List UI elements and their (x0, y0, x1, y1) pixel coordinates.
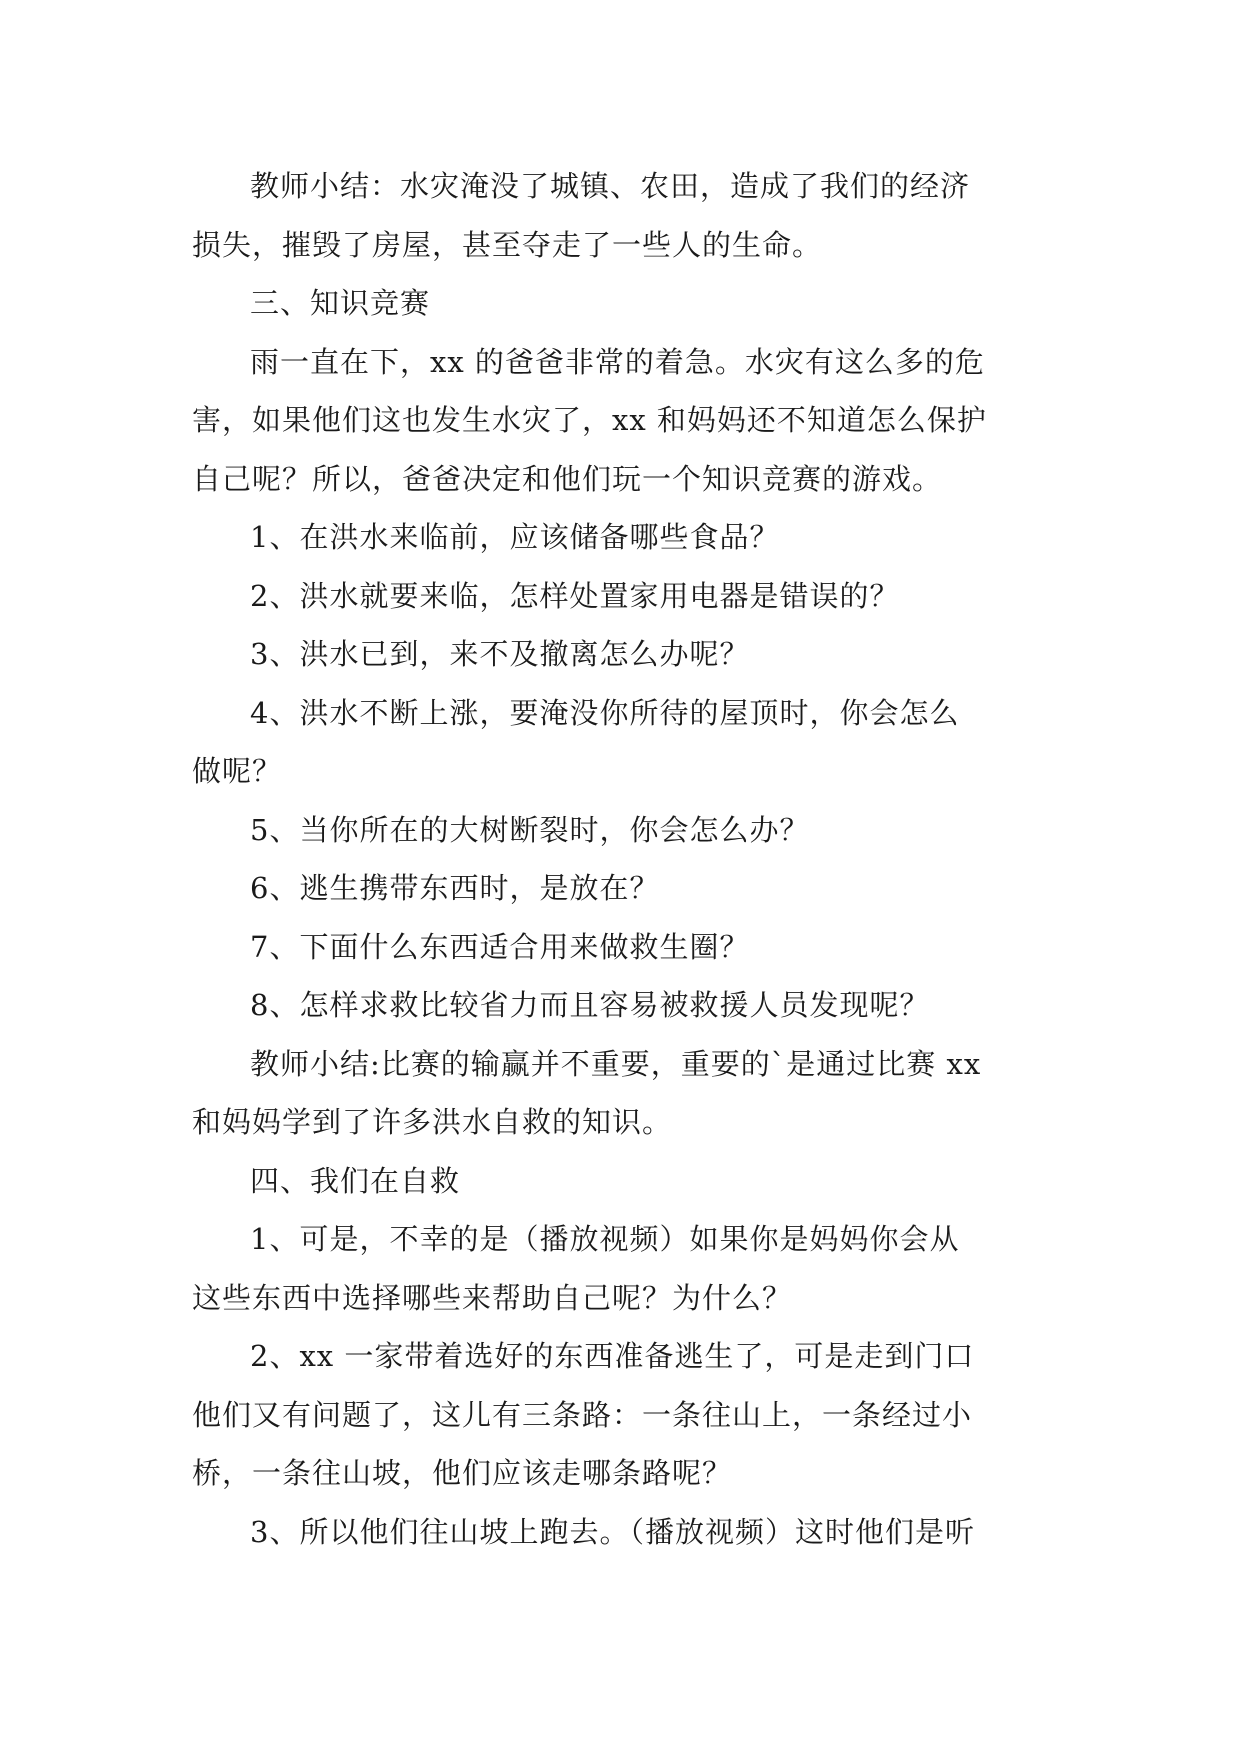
text-line: 雨一直在下，xx 的爸爸非常的着急。水灾有这么多的危 (250, 344, 985, 379)
text-line: 损失，摧毁了房屋，甚至夺走了一些人的生命。 (192, 227, 823, 262)
list-item: 3、所以他们往山坡上跑去。（播放视频）这时他们是听 (250, 1514, 975, 1549)
text-line: 和妈妈学到了许多洪水自救的知识。 (192, 1105, 673, 1139)
list-item: 8、怎样求救比较省力而且容易被救援人员发现呢？ (250, 988, 930, 1022)
list-item: 6、逃生携带东西时，是放在？ (250, 871, 660, 905)
text-line: 自己呢？所以，爸爸决定和他们玩一个知识竞赛的游戏。 (192, 461, 943, 496)
list-item: 5、当你所在的大树断裂时，你会怎么办？ (250, 812, 810, 847)
text-line: 这些东西中选择哪些来帮助自己呢？为什么？ (192, 1280, 793, 1315)
list-item: 1、可是，不幸的是（播放视频）如果你是妈妈你会从 (250, 1222, 960, 1256)
list-item: 2、xx 一家带着选好的东西准备逃生了，可是走到门口 (250, 1339, 975, 1373)
list-item: 2、洪水就要来临，怎样处置家用电器是错误的？ (250, 578, 900, 613)
document-page (192, 157, 1050, 1561)
text-line: 做呢？ (192, 754, 283, 788)
list-item: 3、洪水已到，来不及撤离怎么办呢？ (250, 637, 750, 671)
section-heading: 四、我们在自救 (250, 1163, 461, 1198)
text-line: 他们又有问题了，这儿有三条路：一条往山上，一条经过小 (192, 1397, 973, 1432)
list-item: 1、在洪水来临前，应该储备哪些食品？ (250, 520, 780, 554)
text-line: 桥，一条往山坡，他们应该走哪条路呢？ (192, 1456, 733, 1490)
text-line: 教师小结:比赛的输赢并不重要，重要的`是通过比赛 xx (250, 1046, 982, 1081)
list-item: 7、下面什么东西适合用来做救生圈？ (250, 929, 750, 964)
list-item: 4、洪水不断上涨，要淹没你所待的屋顶时，你会怎么 (250, 695, 960, 730)
text-line: 教师小结：水灾淹没了城镇、农田，造成了我们的经济 (250, 169, 971, 203)
section-heading: 三、知识竞赛 (250, 286, 431, 320)
text-line: 害，如果他们这也发生水灾了，xx 和妈妈还不知道怎么保护 (192, 403, 987, 437)
